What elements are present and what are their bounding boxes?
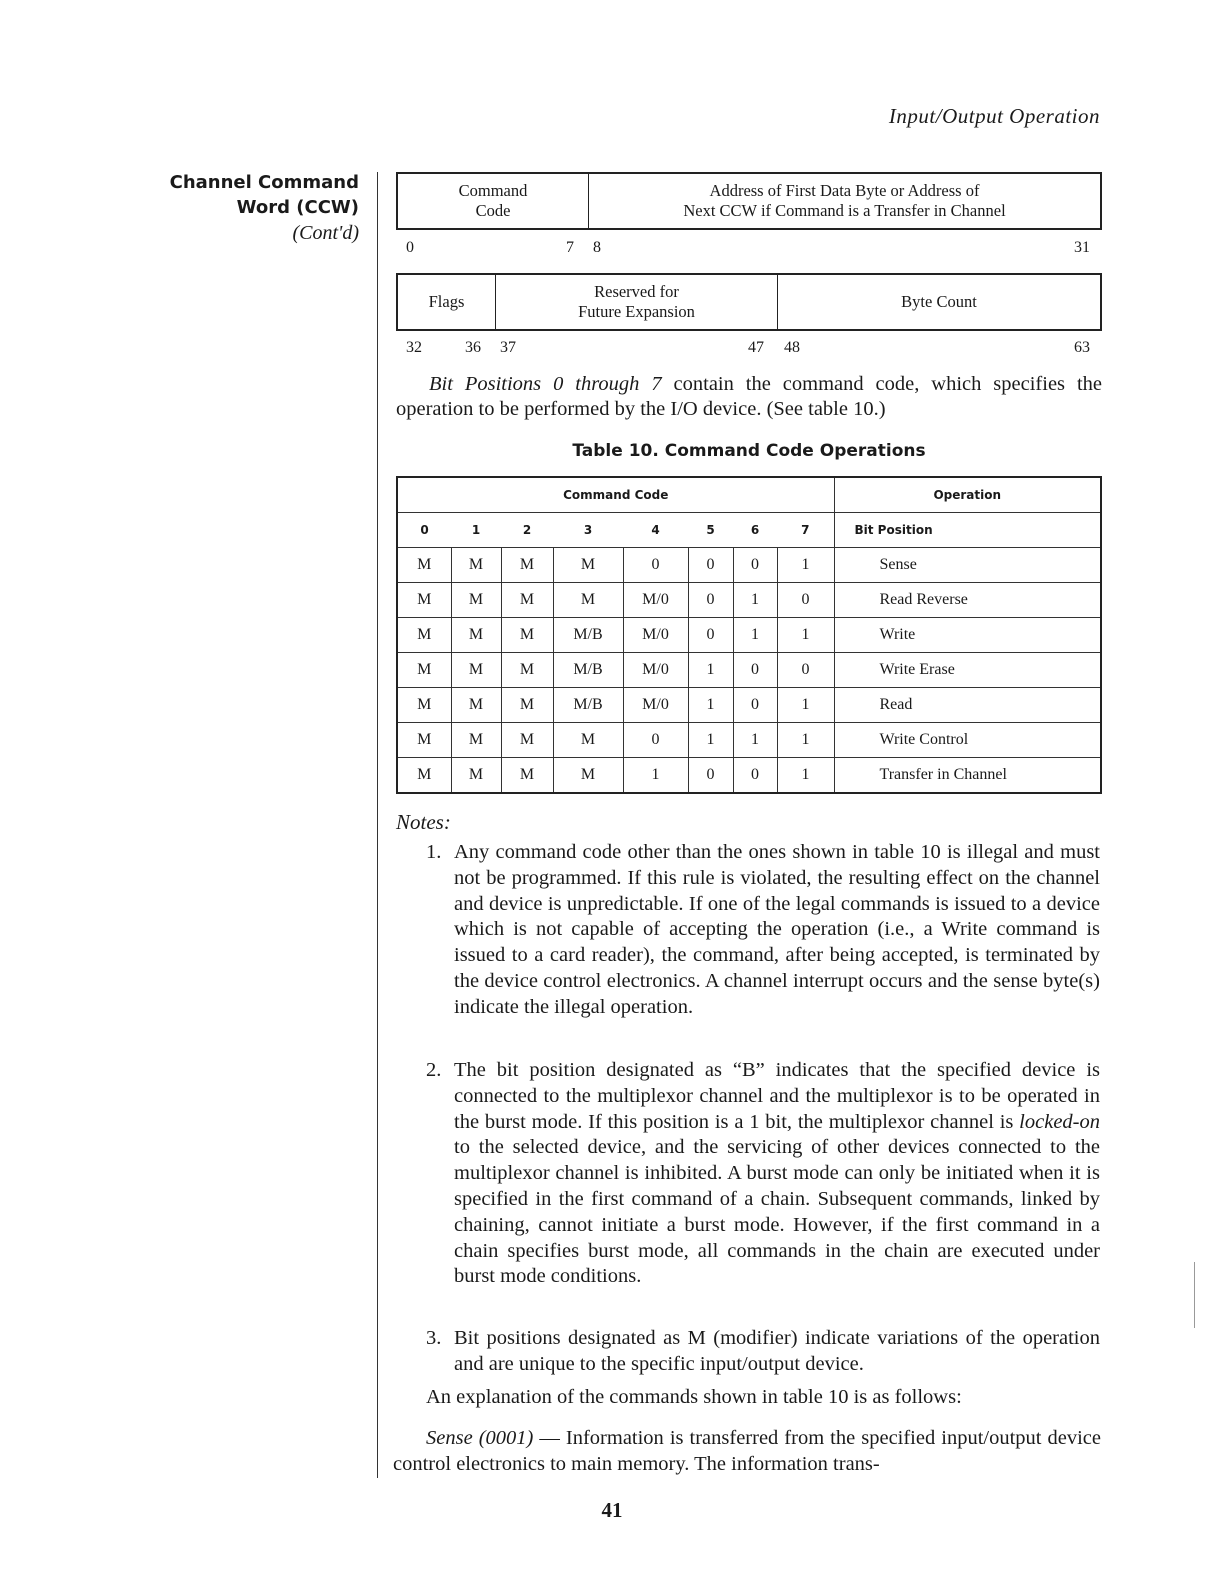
bit-cell: 1 <box>733 583 777 618</box>
bit-cell: 0 <box>623 723 688 758</box>
bit-cell: 0 <box>733 688 777 723</box>
bit-cell: M <box>451 758 501 794</box>
intro-paragraph: Bit Positions 0 through 7 contain the command code, which specifies the operation to be performed by the I/O device. (See table 10.) <box>396 373 1103 420</box>
table-row <box>397 653 1101 688</box>
table-row <box>397 723 1101 758</box>
bit-cell: 0 <box>733 758 777 794</box>
bit-label: 32 <box>406 339 422 356</box>
bit-cell: 0 <box>688 548 733 583</box>
bit-cell: 0 <box>733 548 777 583</box>
operation-cell: Write <box>834 618 1101 653</box>
sidebar-title-line2: Word (CCW) <box>236 197 359 218</box>
bit-cell: M <box>397 688 451 723</box>
note-item: 2. The bit position designated as “B” indicates that the specified device is connected to the multiplexor channel and the multiplexor is to be operated in the burst mode. If this position is a 1 bit, the multiplexor channel is locked-on to the selected device, and the servicing of other devices connected to the multiplexor channel is inhibited. A burst mode can only be initiated when it is specified in the first command of a chain. Subsequent commands, linked by chaining, cannot initiate a burst mode. However, if the first command in a chain specifies burst mode, all commands in the chain are executed under burst mode conditions. <box>426 1059 1100 1288</box>
table-row <box>397 548 1101 583</box>
bit-cell: 1 <box>623 758 688 794</box>
flags-field: Flags <box>398 275 496 329</box>
bit-position-label: Bit Position <box>834 513 1101 548</box>
bit-label: 2 <box>501 513 553 548</box>
operation-cell: Transfer in Channel <box>834 758 1101 794</box>
bit-cell: 0 <box>688 618 733 653</box>
bit-cell: 1 <box>688 723 733 758</box>
bit-cell: M <box>501 723 553 758</box>
bit-cell: 0 <box>688 583 733 618</box>
margin-rule <box>377 172 378 1478</box>
operation-cell: Write Control <box>834 723 1101 758</box>
bit-position-row <box>397 513 1101 548</box>
bit-cell: M <box>553 583 623 618</box>
bit-cell: 0 <box>688 758 733 794</box>
explanation-paragraph: An explanation of the commands shown in table 10 is as follows: <box>426 1386 962 1408</box>
reserved-field: Reserved for Future Expansion <box>496 275 778 329</box>
bit-label: 63 <box>1074 339 1090 356</box>
data-address-field: Address of First Data Byte or Address of Next CCW if Command is a Transfer in Channel <box>683 181 1006 220</box>
table-row <box>397 618 1101 653</box>
bit-cell: 1 <box>733 723 777 758</box>
ccw-word2-diagram <box>396 273 1102 331</box>
bit-cell: M <box>451 618 501 653</box>
bit-label: 5 <box>688 513 733 548</box>
bit-cell: M <box>501 583 553 618</box>
bit-label: 8 <box>593 239 601 256</box>
section-sidebar <box>170 170 359 246</box>
bit-cell: 1 <box>733 618 777 653</box>
table-row <box>397 688 1101 723</box>
bit-cell: 1 <box>777 758 834 794</box>
bit-cell: 0 <box>777 653 834 688</box>
bit-cell: M <box>397 723 451 758</box>
sidebar-title-line1: Channel Command <box>169 172 359 193</box>
operation-header: Operation <box>834 477 1101 513</box>
byte-count-field: Byte Count <box>901 292 977 311</box>
bit-cell: 1 <box>777 723 834 758</box>
bit-label: 47 <box>748 339 764 356</box>
bit-label: 7 <box>566 239 574 256</box>
bit-cell: M <box>451 688 501 723</box>
bit-cell: 0 <box>623 548 688 583</box>
bit-label: 1 <box>451 513 501 548</box>
command-code-header: Command Code <box>397 477 834 513</box>
bit-label: 7 <box>777 513 834 548</box>
bit-label: 31 <box>1074 239 1090 256</box>
bit-cell: 1 <box>777 688 834 723</box>
command-code-field: Command Code <box>398 174 589 228</box>
sense-paragraph: Sense (0001) — Information is transferred from the specified input/output device control electronics to main memory. The information trans- <box>393 1427 1101 1475</box>
running-header: Input/Output Operation <box>888 104 1100 128</box>
bit-cell: 1 <box>688 653 733 688</box>
bit-cell: M <box>451 548 501 583</box>
operation-cell: Sense <box>834 548 1101 583</box>
bit-label: 4 <box>623 513 688 548</box>
bit-cell: M <box>397 583 451 618</box>
bit-label: 0 <box>406 239 414 256</box>
bit-label: 6 <box>733 513 777 548</box>
table-row <box>397 758 1101 794</box>
command-code-table <box>396 476 1102 794</box>
bit-cell: M <box>501 548 553 583</box>
bit-cell: 0 <box>733 653 777 688</box>
bit-cell: M/0 <box>623 583 688 618</box>
table-caption: Table 10. Command Code Operations <box>572 441 926 461</box>
bit-label: 3 <box>553 513 623 548</box>
bit-cell: M <box>501 618 553 653</box>
note-item: 3. Bit positions designated as M (modifier) indicate variations of the operation and are unique to the specific input/output device. <box>426 1327 1100 1375</box>
bit-label: 37 <box>500 339 516 356</box>
bit-cell: M <box>397 618 451 653</box>
bit-cell: 1 <box>777 548 834 583</box>
notes-label: Notes: <box>396 810 451 834</box>
bit-label: 36 <box>465 339 481 356</box>
bit-cell: M <box>553 758 623 794</box>
bit-cell: 0 <box>777 583 834 618</box>
bit-cell: M <box>553 723 623 758</box>
bit-cell: M/0 <box>623 618 688 653</box>
bit-cell: M <box>501 758 553 794</box>
bit-cell: M <box>397 548 451 583</box>
bit-cell: M/B <box>553 618 623 653</box>
operation-cell: Read Reverse <box>834 583 1101 618</box>
bit-cell: M <box>501 653 553 688</box>
ccw-word1-diagram <box>396 172 1102 230</box>
table-row <box>397 583 1101 618</box>
bit-cell: M <box>451 723 501 758</box>
bit-cell: M <box>397 653 451 688</box>
bit-cell: M <box>397 758 451 794</box>
page-number: 41 <box>601 1498 623 1522</box>
operation-cell: Write Erase <box>834 653 1101 688</box>
bit-cell: M/0 <box>623 688 688 723</box>
bit-cell: M/0 <box>623 653 688 688</box>
note-item: 1. Any command code other than the ones shown in table 10 is illegal and must not be programmed. If this rule is violated, the resulting effect on the channel and device is unpredictable. If one of the legal commands is issued to a device which is not capable of accepting the operation (i.e., a Write command is issued to a card reader), the command, after being accepted, is terminated by the device control electronics. A channel interrupt occurs and the sense byte(s) indicate the illegal operation. <box>426 841 1100 1018</box>
bit-cell: M <box>553 548 623 583</box>
bit-cell: M <box>501 688 553 723</box>
bit-cell: M/B <box>553 688 623 723</box>
bit-label: 0 <box>397 513 451 548</box>
margin-mark <box>1194 1262 1195 1328</box>
bit-cell: 1 <box>777 618 834 653</box>
bit-label: 48 <box>784 339 800 356</box>
operation-cell: Read <box>834 688 1101 723</box>
bit-cell: M/B <box>553 653 623 688</box>
sidebar-continued: (Cont'd) <box>292 222 359 244</box>
bit-cell: 1 <box>688 688 733 723</box>
bit-cell: M <box>451 653 501 688</box>
bit-cell: M <box>451 583 501 618</box>
